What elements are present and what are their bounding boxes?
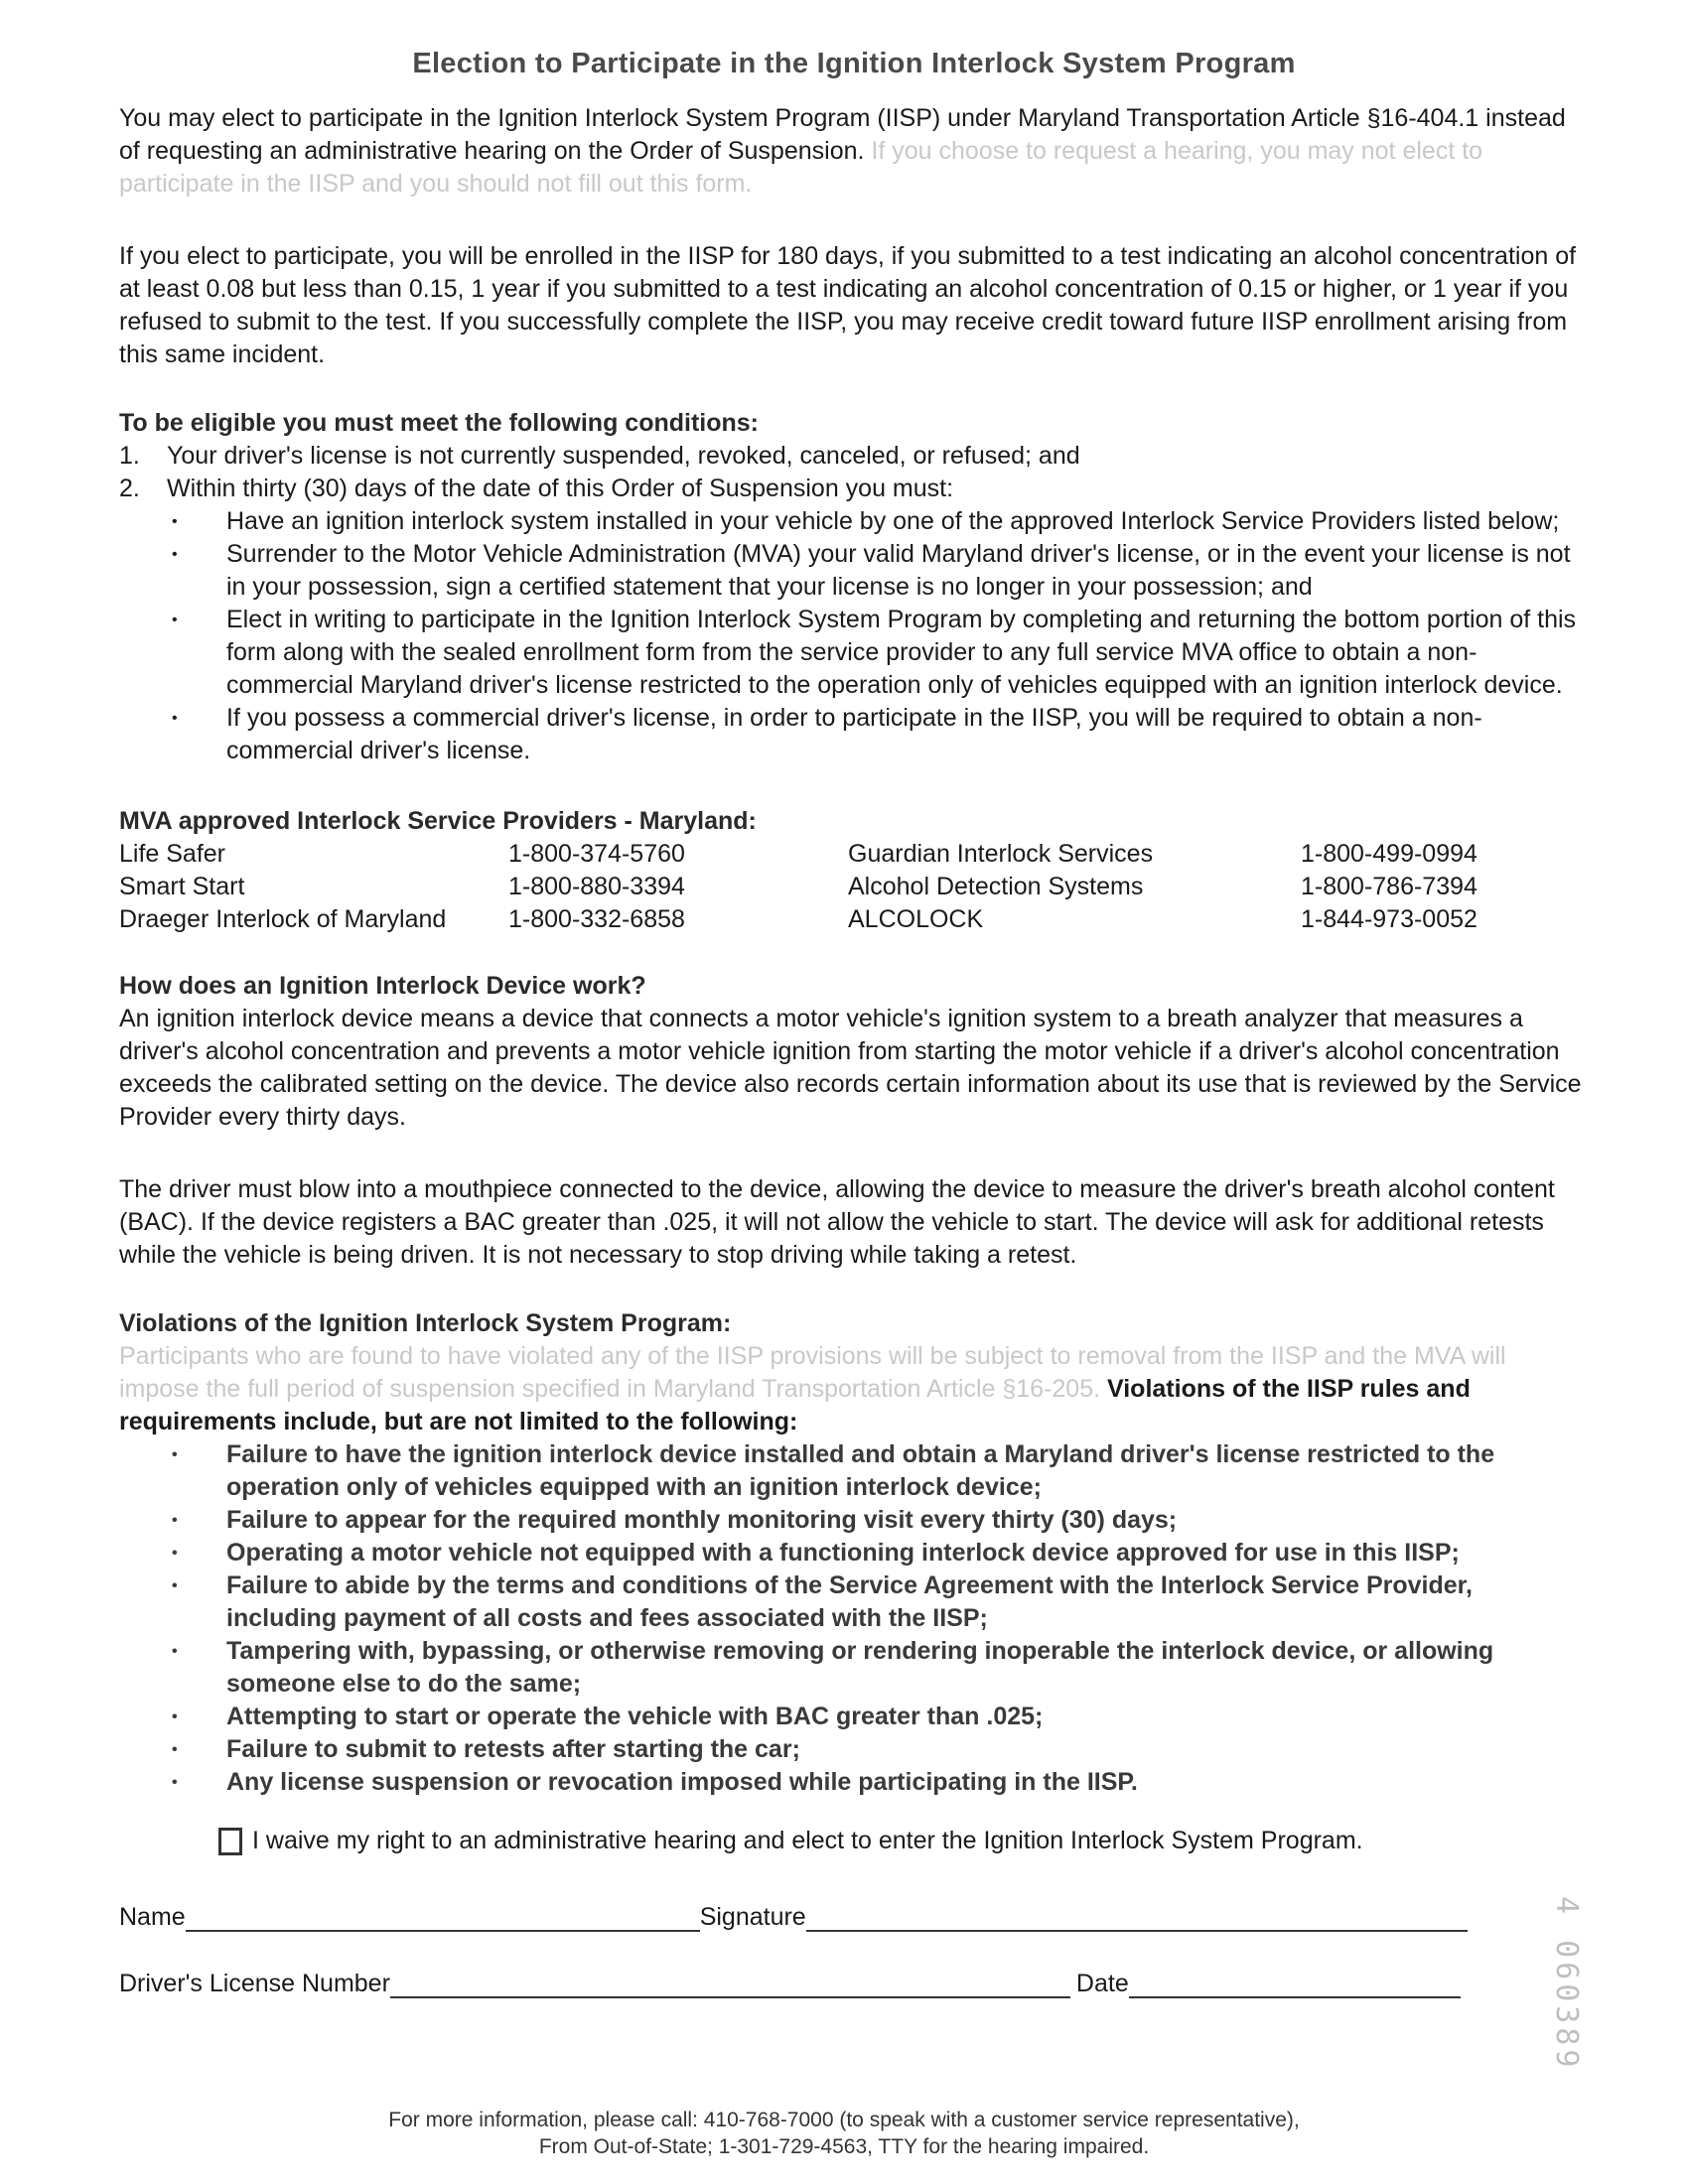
footer-line-1: For more information, please call: 410-768-7000 (to speak with a customer service representative), <box>388 2109 1300 2131</box>
enrollment-paragraph: If you elect to participate, you will be enrolled in the IISP for 180 days, if you submitted to a test indicating an alcohol concentration of at least 0.08 but less than 0.15, 1 year if you submitted to a test indicating an alcohol concentration of 0.15 or higher, or 1 year if you refused to submit to the test. If you successfully complete the IISP, you may receive credit toward future IISP enrollment arising from this same incident. <box>119 242 1577 368</box>
providers-table <box>119 838 1589 936</box>
violations-faded-text: Participants who are found to have violated any of the IISP provisions will be subject to removal from the IISP and the MVA will impose the full period of suspension specified in Maryland Transportation Article §16-205. <box>119 1342 1506 1403</box>
provider-name: ALCOLOCK <box>848 905 984 933</box>
bullet-text: Failure to abide by the terms and conditions of the Service Agreement with the Interlock Service Provider, including payment of all costs and fees associated with the IISP; <box>226 1571 1473 1632</box>
eligibility-bullets <box>167 505 1589 767</box>
bullet-icon: • <box>172 1577 178 1594</box>
signature-label: Signature <box>699 1903 806 1931</box>
bullet-text: Elect in writing to participate in the Ignition Interlock System Program by completing and returning the bottom portion of this form along with the sealed enrollment form from the service provider to any full service MVA office to obtain a non-commercial Maryland driver's license restricted to the operation only of vehicles equipped with an ignition interlock device. <box>226 606 1577 699</box>
list-text: Within thirty (30) days of the date of this Order of Suspension you must: <box>167 475 954 502</box>
license-number-field[interactable] <box>390 1971 1070 1998</box>
intro-faded-text: If you choose to request a hearing, you may not elect to participate in the IISP and you should not fill out this form. <box>119 137 1483 198</box>
intro-paragraph <box>119 102 1589 201</box>
list-item <box>119 473 1589 505</box>
list-item <box>167 1733 1589 1766</box>
list-item <box>167 1537 1589 1570</box>
intro-text: You may elect to participate in the Ignition Interlock System Program (IISP) under Maryland Transportation Article §16-404.1 instead of requesting an administrative hearing on the Order of Suspension. <box>119 104 1566 165</box>
name-field[interactable] <box>186 1904 700 1932</box>
bullet-icon: • <box>172 1512 178 1529</box>
document <box>119 40 1589 1998</box>
provider-phone: 1-800-880-3394 <box>508 873 685 900</box>
signature-field[interactable] <box>806 1904 1468 1932</box>
bullet-icon: • <box>172 1446 178 1463</box>
violations-heading: Violations of the Ignition Interlock System Program: <box>119 1309 732 1337</box>
bullet-icon: • <box>172 1741 178 1758</box>
list-item <box>167 604 1589 702</box>
waiver-label: I waive my right to an administrative hearing and elect to enter the Ignition Interlock System Program. <box>252 1827 1363 1854</box>
bullet-text: Any license suspension or revocation imposed while participating in the IISP. <box>226 1768 1138 1796</box>
date-field[interactable] <box>1129 1971 1461 1998</box>
violations-list <box>167 1438 1589 1799</box>
list-item <box>167 1701 1589 1733</box>
list-number: 2. <box>119 475 140 502</box>
list-item <box>167 702 1589 767</box>
bullet-icon: • <box>172 612 178 628</box>
waiver-checkbox[interactable] <box>218 1828 242 1855</box>
name-label: Name <box>119 1903 186 1931</box>
violations-intro <box>119 1340 1589 1438</box>
name-signature-row <box>119 1903 1589 1932</box>
bullet-text: Surrender to the Motor Vehicle Administration (MVA) your valid Maryland driver's license, or in the event your license is not in your possession, sign a certified statement that your license is no longer in your possession; and <box>226 540 1571 601</box>
how-paragraph-1: An ignition interlock device means a device that connects a motor vehicle's ignition system to a breath analyzer that measures a driver's alcohol concentration and prevents a motor vehicle ignition from starting the motor vehicle if a driver's alcohol concentration exceeds the calibrated setting on the device. The device also records certain information about its use that is reviewed by the Service Provider every thirty days. <box>119 1005 1582 1131</box>
bullet-text: Failure to submit to retests after starting the car; <box>226 1735 800 1763</box>
providers-heading: MVA approved Interlock Service Providers - Maryland: <box>119 807 757 835</box>
waiver-row <box>218 1827 1589 1855</box>
provider-name: Alcohol Detection Systems <box>848 873 1144 900</box>
footer-line-2: From Out-of-State; 1-301-729-4563, TTY for the hearing impaired. <box>538 2135 1150 2158</box>
bullet-icon: • <box>172 1774 178 1791</box>
eligibility-heading: To be eligible you must meet the following conditions: <box>119 409 759 437</box>
how-heading: How does an Ignition Interlock Device work? <box>119 972 646 1000</box>
bullet-text: Failure to appear for the required monthly monitoring visit every thirty (30) days; <box>226 1506 1178 1534</box>
provider-phone: 1-800-786-7394 <box>1301 873 1477 900</box>
providers-section <box>119 805 1589 936</box>
bullet-icon: • <box>172 1545 178 1562</box>
bullet-icon: • <box>172 546 178 563</box>
document-stamp <box>1534 1896 1594 2075</box>
eligibility-list <box>119 440 1589 505</box>
license-label: Driver's License Number <box>119 1970 390 1997</box>
list-item <box>167 505 1589 538</box>
footer <box>0 2107 1688 2160</box>
bullet-text: Failure to have the ignition interlock device installed and obtain a Maryland driver's license restricted to the operation only of vehicles equipped with an ignition interlock device; <box>226 1440 1495 1501</box>
how-paragraph-2: The driver must blow into a mouthpiece connected to the device, allowing the device to measure the driver's breath alcohol content (BAC). If the device registers a BAC greater than .025, it will not allow the vehicle to start. The device will ask for additional retests while the vehicle is being driven. It is not necessary to stop driving while taking a retest. <box>119 1175 1555 1269</box>
bullet-text: Attempting to start or operate the vehicle with BAC greater than .025; <box>226 1703 1044 1730</box>
list-text: Your driver's license is not currently suspended, revoked, canceled, or refused; and <box>167 442 1080 470</box>
list-item <box>167 1635 1589 1701</box>
list-item <box>167 1766 1589 1799</box>
provider-phone: 1-844-973-0052 <box>1301 905 1477 933</box>
list-item <box>167 1504 1589 1537</box>
bullet-icon: • <box>172 1708 178 1725</box>
page-title: Election to Participate in the Ignition Interlock System Program <box>412 48 1296 79</box>
provider-name: Guardian Interlock Services <box>848 840 1154 868</box>
list-item <box>167 1438 1589 1504</box>
bullet-text: Operating a motor vehicle not equipped with a functioning interlock device approved for use in this IISP; <box>226 1539 1460 1567</box>
bullet-text: If you possess a commercial driver's license, in order to participate in the IISP, you will be required to obtain a non-commercial driver's license. <box>226 704 1482 764</box>
list-item <box>119 440 1589 473</box>
list-number: 1. <box>119 442 140 470</box>
provider-phone: 1-800-499-0994 <box>1301 840 1477 868</box>
provider-name: Draeger Interlock of Maryland <box>119 905 447 933</box>
provider-phone: 1-800-374-5760 <box>508 840 685 868</box>
list-item <box>167 1570 1589 1635</box>
list-item <box>167 538 1589 604</box>
date-label: Date <box>1075 1970 1129 1997</box>
provider-name: Smart Start <box>119 873 245 900</box>
bullet-icon: • <box>172 710 178 727</box>
provider-phone: 1-800-332-6858 <box>508 905 685 933</box>
bullet-text: Tampering with, bypassing, or otherwise removing or rendering inoperable the interlock device, or allowing someone else to do the same; <box>226 1637 1494 1698</box>
bullet-icon: • <box>172 1643 178 1660</box>
provider-name: Life Safer <box>119 840 226 868</box>
bullet-icon: • <box>172 513 178 530</box>
stamp-number: 4 060389 <box>1549 1896 1584 2072</box>
violations-lead: Violations of the IISP rules and requirements include, but are not limited to the following: <box>119 1375 1471 1435</box>
license-date-row <box>119 1970 1589 1998</box>
bullet-text: Have an ignition interlock system installed in your vehicle by one of the approved Interlock Service Providers listed below; <box>226 507 1560 535</box>
